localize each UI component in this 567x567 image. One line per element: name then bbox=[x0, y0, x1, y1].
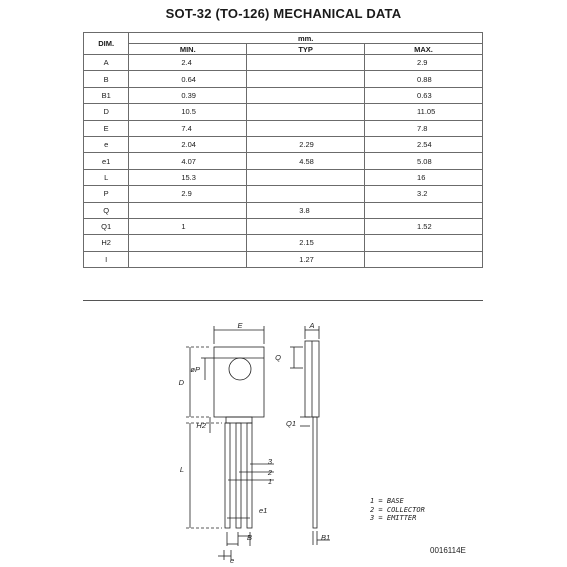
cell-typ bbox=[247, 120, 365, 136]
table-row bbox=[84, 87, 483, 103]
cell-dim: B bbox=[84, 71, 129, 87]
table-row bbox=[84, 55, 483, 71]
cell-typ bbox=[247, 186, 365, 202]
label-H2: H2 bbox=[196, 421, 206, 430]
cell-typ bbox=[247, 169, 365, 185]
dim-header: DIM. bbox=[84, 33, 129, 55]
cell-min bbox=[129, 235, 247, 251]
cell-dim: L bbox=[84, 169, 129, 185]
cell-min: 0.39 bbox=[129, 87, 247, 103]
cell-max: 11.05 bbox=[365, 104, 483, 120]
cell-dim: e1 bbox=[84, 153, 129, 169]
table-row bbox=[84, 153, 483, 169]
cell-min: 0.64 bbox=[129, 71, 247, 87]
max-header: MAX. bbox=[365, 44, 483, 55]
label-D: D bbox=[178, 378, 184, 387]
legend-item: 1 = BASE bbox=[370, 497, 404, 505]
cell-dim: Q1 bbox=[84, 218, 129, 234]
cell-typ bbox=[247, 71, 365, 87]
cell-max: 3.2 bbox=[365, 186, 483, 202]
cell-max bbox=[365, 251, 483, 267]
cell-dim: I bbox=[84, 251, 129, 267]
label-B: B bbox=[247, 533, 253, 542]
cell-min: 2.9 bbox=[129, 186, 247, 202]
cell-min: 2.4 bbox=[129, 55, 247, 71]
lead-side bbox=[313, 417, 317, 528]
min-header: MIN. bbox=[129, 44, 247, 55]
cell-dim: E bbox=[84, 120, 129, 136]
cell-min: 1 bbox=[129, 218, 247, 234]
cell-dim: H2 bbox=[84, 235, 129, 251]
label-Q: Q bbox=[275, 353, 281, 362]
cell-typ: 1.27 bbox=[247, 251, 365, 267]
table-row bbox=[84, 120, 483, 136]
pin-legend bbox=[370, 497, 425, 523]
label-pin2: 2 bbox=[267, 468, 272, 477]
cell-typ bbox=[247, 218, 365, 234]
cell-min: 10.5 bbox=[129, 104, 247, 120]
cell-dim: B1 bbox=[84, 87, 129, 103]
lead-2 bbox=[236, 423, 241, 528]
table-row bbox=[84, 235, 483, 251]
label-P: øP bbox=[190, 365, 200, 374]
cell-typ bbox=[247, 55, 365, 71]
unit-header: mm. bbox=[129, 33, 483, 44]
mechanical-data-table bbox=[83, 32, 483, 268]
table-row bbox=[84, 202, 483, 218]
cell-max: 16 bbox=[365, 169, 483, 185]
table-row bbox=[84, 186, 483, 202]
lead-3 bbox=[247, 423, 252, 528]
cell-max: 0.63 bbox=[365, 87, 483, 103]
cell-max: 7.8 bbox=[365, 120, 483, 136]
page-title: SOT-32 (TO-126) MECHANICAL DATA bbox=[165, 6, 402, 21]
cell-min bbox=[129, 202, 247, 218]
cell-min: 7.4 bbox=[129, 120, 247, 136]
label-Q1: Q1 bbox=[285, 419, 296, 428]
package-body-front bbox=[214, 347, 264, 417]
table-row bbox=[84, 251, 483, 267]
lead-1 bbox=[225, 423, 230, 528]
cell-dim: D bbox=[84, 104, 129, 120]
cell-typ: 2.15 bbox=[247, 235, 365, 251]
cell-min: 15.3 bbox=[129, 169, 247, 185]
cell-typ bbox=[247, 104, 365, 120]
label-L: L bbox=[179, 465, 184, 474]
label-e: e bbox=[230, 556, 235, 565]
cell-typ bbox=[247, 87, 365, 103]
cell-max: 2.54 bbox=[365, 136, 483, 152]
table-body bbox=[84, 55, 483, 268]
cell-max bbox=[365, 202, 483, 218]
legend-item: 2 = COLLECTOR bbox=[370, 505, 425, 514]
table-row bbox=[84, 104, 483, 120]
cell-max: 1.52 bbox=[365, 218, 483, 234]
cell-min: 2.04 bbox=[129, 136, 247, 152]
legend-item: 3 = EMITTER bbox=[370, 514, 417, 522]
cell-typ: 4.58 bbox=[247, 153, 365, 169]
label-E: E bbox=[237, 321, 243, 330]
cell-max: 2.9 bbox=[365, 55, 483, 71]
cell-dim: P bbox=[84, 186, 129, 202]
label-A: A bbox=[309, 321, 315, 330]
cell-max bbox=[365, 235, 483, 251]
cell-dim: Q bbox=[84, 202, 129, 218]
table-row bbox=[84, 218, 483, 234]
cell-dim: A bbox=[84, 55, 129, 71]
table-row bbox=[84, 169, 483, 185]
cell-min: 4.07 bbox=[129, 153, 247, 169]
label-pin1: 1 bbox=[267, 477, 272, 486]
cell-min bbox=[129, 251, 247, 267]
label-e1: e1 bbox=[259, 506, 268, 515]
table-row bbox=[84, 71, 483, 87]
label-B1: B1 bbox=[321, 533, 331, 542]
table-row bbox=[84, 136, 483, 152]
typ-header: TYP bbox=[247, 44, 365, 55]
cell-typ: 3.8 bbox=[247, 202, 365, 218]
label-pin3: 3 bbox=[267, 457, 272, 466]
cell-dim: e bbox=[84, 136, 129, 152]
cell-typ: 2.29 bbox=[247, 136, 365, 152]
cell-max: 5.08 bbox=[365, 153, 483, 169]
package-outline-drawing bbox=[0, 300, 567, 567]
drawing-code: 0016114E bbox=[430, 546, 466, 555]
cell-max: 0.88 bbox=[365, 71, 483, 87]
